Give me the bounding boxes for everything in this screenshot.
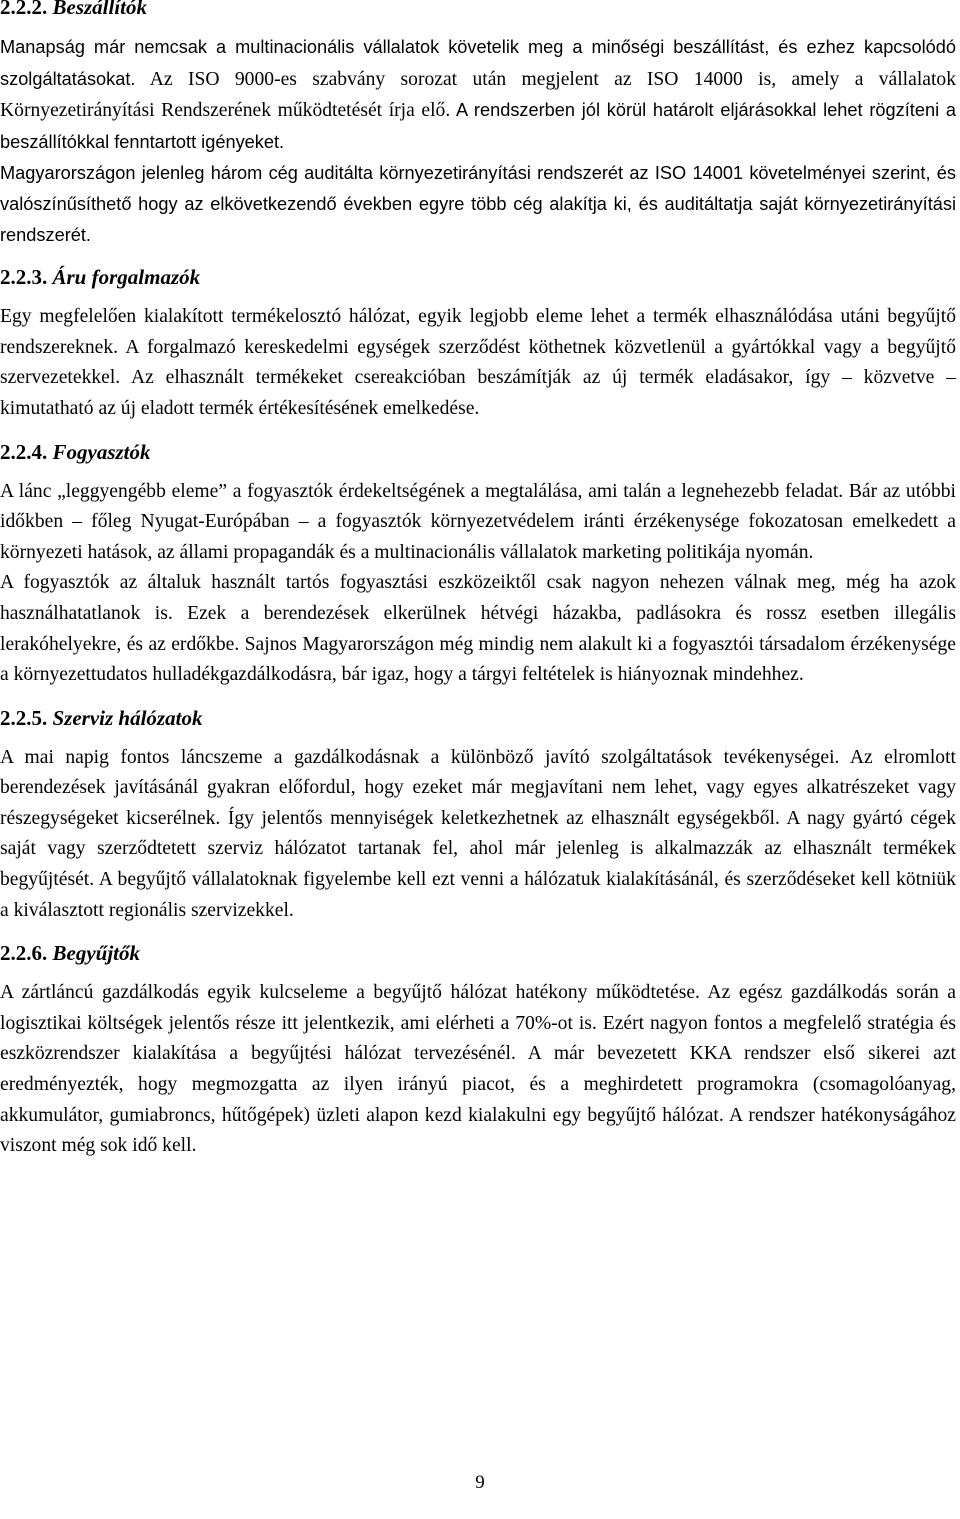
paragraph (0, 32, 956, 158)
paragraph-text-part: Az ISO 9000-es szabvány sorozat után megjelent az ISO 14000 is, amely a vállalatok Környezetirányítási Rendszerének működtetését írja elő. (0, 68, 956, 122)
section-heading (0, 703, 956, 733)
paragraph: Egy megfelelően kialakított termékelosztó hálózat, egyik legjobb eleme lehet a termék elhasználódása utáni begyűjtő rendszereknek. A forgalmazó kereskedelmi egységek szerződést köthetnek közvetlenül a gyártókkal vagy a begyűjtő szervezetekkel. Az elhasznált termékeket csereakcióban beszámítják az új termék eladásakor, így – közvetve – kimutatható az új eladott termék értékesítésének emelkedése. (0, 306, 956, 419)
section-heading (0, 938, 956, 968)
section-title: Fogyasztók (52, 439, 151, 464)
paragraph-text-part: Manapság már nemcsak a multinacionális vállalatok követelik meg a minőségi beszállítást, és ezhez kapcsolódó szolgáltatásokat. (0, 37, 956, 89)
paragraph: Magyarországon jelenleg három cég auditálta környezetirányítási rendszerét az ISO 14001 követelményei szerint, és valószínűsíthető hogy az elkövetkezendő években egyre több cég alakítja ki, és auditáltatja saját környezetirányítási rendszerét. (0, 163, 956, 245)
section-fogyasztok (0, 437, 956, 691)
section-heading (0, 262, 956, 292)
paragraph-text-part: A rendszerben jól körül határolt eljárásokkal lehet rögzíteni a beszállítókkal fenntartott igényeket. (0, 100, 956, 152)
section-title: Szerviz hálózatok (52, 705, 203, 730)
paragraph: A zártláncú gazdálkodás egyik kulcseleme a begyűjtő hálózat hatékony működtetése. Az egész gazdálkodás során a logisztikai költségek jelentős része itt jelentkezik, ami elérheti a 70%-ot is. Ezért nagyon fontos a megfelelő stratégia és eszközrendszer kialakítása a begyűjtési hálózat tervezésénél. A már bevezetett KKA rendszer első sikerei azt eredményezték, hogy megmozgatta az ilyen irányú piacot, és a meghirdetett programokra (csomagolóanyag, akkumulátor, gumiabroncs, hűtőgépek) üzleti alapon kezd kialakulni egy begyűjtő hálózat. A rendszer hatékonyságához viszont még sok idő kell. (0, 982, 956, 1157)
paragraph: A mai napig fontos láncszeme a gazdálkodásnak a különböző javító szolgáltatások tevékenységei. Az elromlott berendezések javításánál gyakran előfordul, hogy ezeket már megjavítani nem lehet, vagy egyes alkatrészeket vagy részegységeket kicserélnek. Így jelentős mennyiségek keletkezhetnek az elhasznált egységekből. A nagy gyártó cégek saját vagy szerződtetett szerviz hálózatot tartanak fel, ahol már jelenleg is alkalmazzák az elhasznált termékek begyűjtését. A begyűjtő vállalatoknak figyelembe kell ezt venni a hálózatuk kialakításánál, és szerződéseket kell kötniük a kiválasztott regionális szervizekkel. (0, 746, 956, 921)
page-number: 9 (475, 1472, 485, 1493)
section-title: Áru forgalmazók (52, 265, 201, 290)
paragraph: A lánc „leggyengébb eleme” a fogyasztók érdekeltségének a megtalálása, ami talán a legnehezebb feladat. Bár az utóbbi időkben – főleg Nyugat-Európában – a fogyasztók környezetvédelem iránti érzékenysége fokozatosan emelkedett a környezeti hatások, az állami propagandák és a multinacionális vállalatok marketing politikája nyomán. (0, 480, 956, 563)
section-beszallitok (0, 0, 956, 250)
section-number: 2.2.4. (0, 439, 48, 464)
paragraph: A fogyasztók az általuk használt tartós fogyasztási eszközeiktől csak nagyon nehezen válnak meg, még ha azok használhatatlanok is. Ezek a berendezések elkerülnek hétvégi házakba, padlásokra és rossz esetben illegális lerakóhelyekre, és az erdőkbe. Sajnos Magyarországon még mindig nem alakult ki a fogyasztói társadalom érzékenysége a környezettudatos hulladékgazdálkodásra, bár igaz, hogy a tárgyi feltételek is hiányoznak mindehhez. (0, 572, 956, 686)
section-number: 2.2.2. (0, 0, 48, 19)
section-title: Beszállítók (52, 0, 148, 19)
section-heading (0, 0, 956, 22)
section-number: 2.2.5. (0, 705, 48, 730)
section-number: 2.2.3. (0, 265, 48, 290)
section-number: 2.2.6. (0, 941, 48, 966)
section-heading (0, 437, 956, 467)
section-begyujtok (0, 938, 956, 1162)
section-szerviz-halozatok (0, 703, 956, 927)
section-aru-forgalmazok (0, 262, 956, 424)
section-title: Begyűjtők (52, 941, 140, 966)
